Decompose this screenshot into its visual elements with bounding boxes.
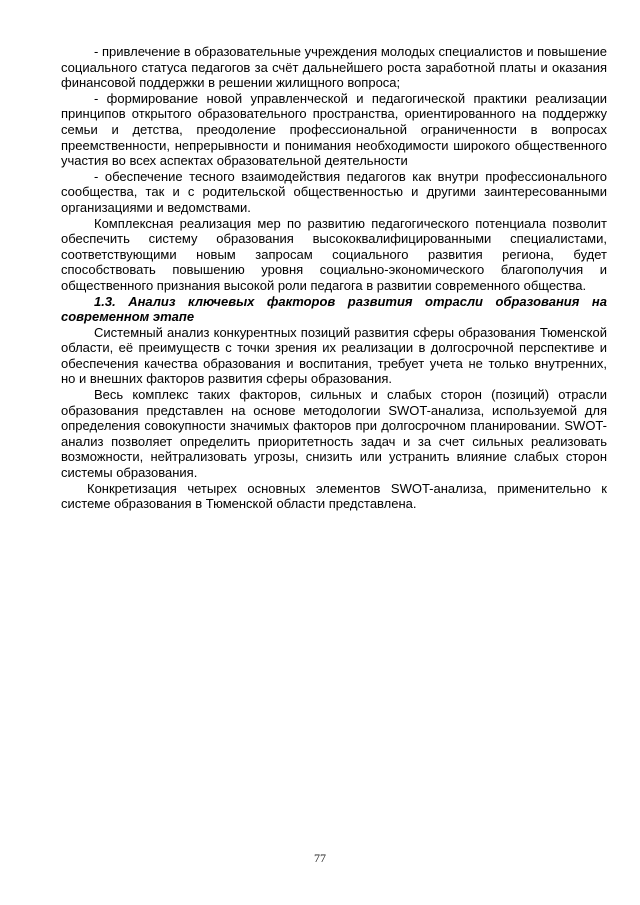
paragraph-swot-method: Весь комплекс таких факторов, сильных и слабых сторон (позиций) отрасли образования представлен на основе методологии SWOT-анализа, используемой для определения совокупности значимых факторов при долгосрочном планировании. SWOT-анализ позволяет определить приоритетность задач и за счет сильных реализовать возможности, нейтрализовать угрозы, снизить или устранить влияние слабых сторон системы образования. xyxy=(61,387,607,481)
page-number: 77 xyxy=(314,851,326,865)
paragraph-system-analysis: Системный анализ конкурентных позиций развития сферы образования Тюменской области, её преимуществ с точки зрения их реализации в долгосрочной перспективе и обеспечения качества образования и воспитания, требует учета не только внутренних, но и внешних факторов развития сферы образования. xyxy=(61,324,607,387)
bullet-young-specialists: - привлечение в образовательные учреждения молодых специалистов и повышение социального статуса педагогов за счёт дальнейшего роста заработной платы и оказания финансовой поддержки в решении жилищного вопроса; xyxy=(61,44,607,91)
page-content xyxy=(61,44,607,512)
bullet-management-practice: - формирование новой управленческой и педагогической практики реализации принципов открытого образовательного пространства, ориентированного на поддержку семьи и детства, преодоление профессиональной ограниченности в вопросах преемственности, непрерывности и понимания необходимости широкого общественного участия во всех аспектах образовательной деятельности xyxy=(61,90,607,169)
paragraph-swot-elements: Конкретизация четырех основных элементов SWOT-анализа, применительно к системе образования в Тюменской области представлена. xyxy=(61,480,607,512)
section-heading: 1.3. Анализ ключевых факторов развития отрасли образования на современном этапе xyxy=(61,293,607,325)
bullet-interaction: - обеспечение тесного взаимодействия педагогов как внутри профессионального сообщества, так и с родительской общественностью и другими заинтересованными организациями и ведомствами. xyxy=(61,168,607,215)
paragraph-complex-implementation: Комплексная реализация мер по развитию педагогического потенциала позволит обеспечить систему образования высококвалифицированными специалистами, соответствующими новым запросам социального развития региона, будет способствовать повышению уровня социально-экономического благополучия и общественного признания высокой роли педагога в развитии современного общества. xyxy=(61,215,607,293)
